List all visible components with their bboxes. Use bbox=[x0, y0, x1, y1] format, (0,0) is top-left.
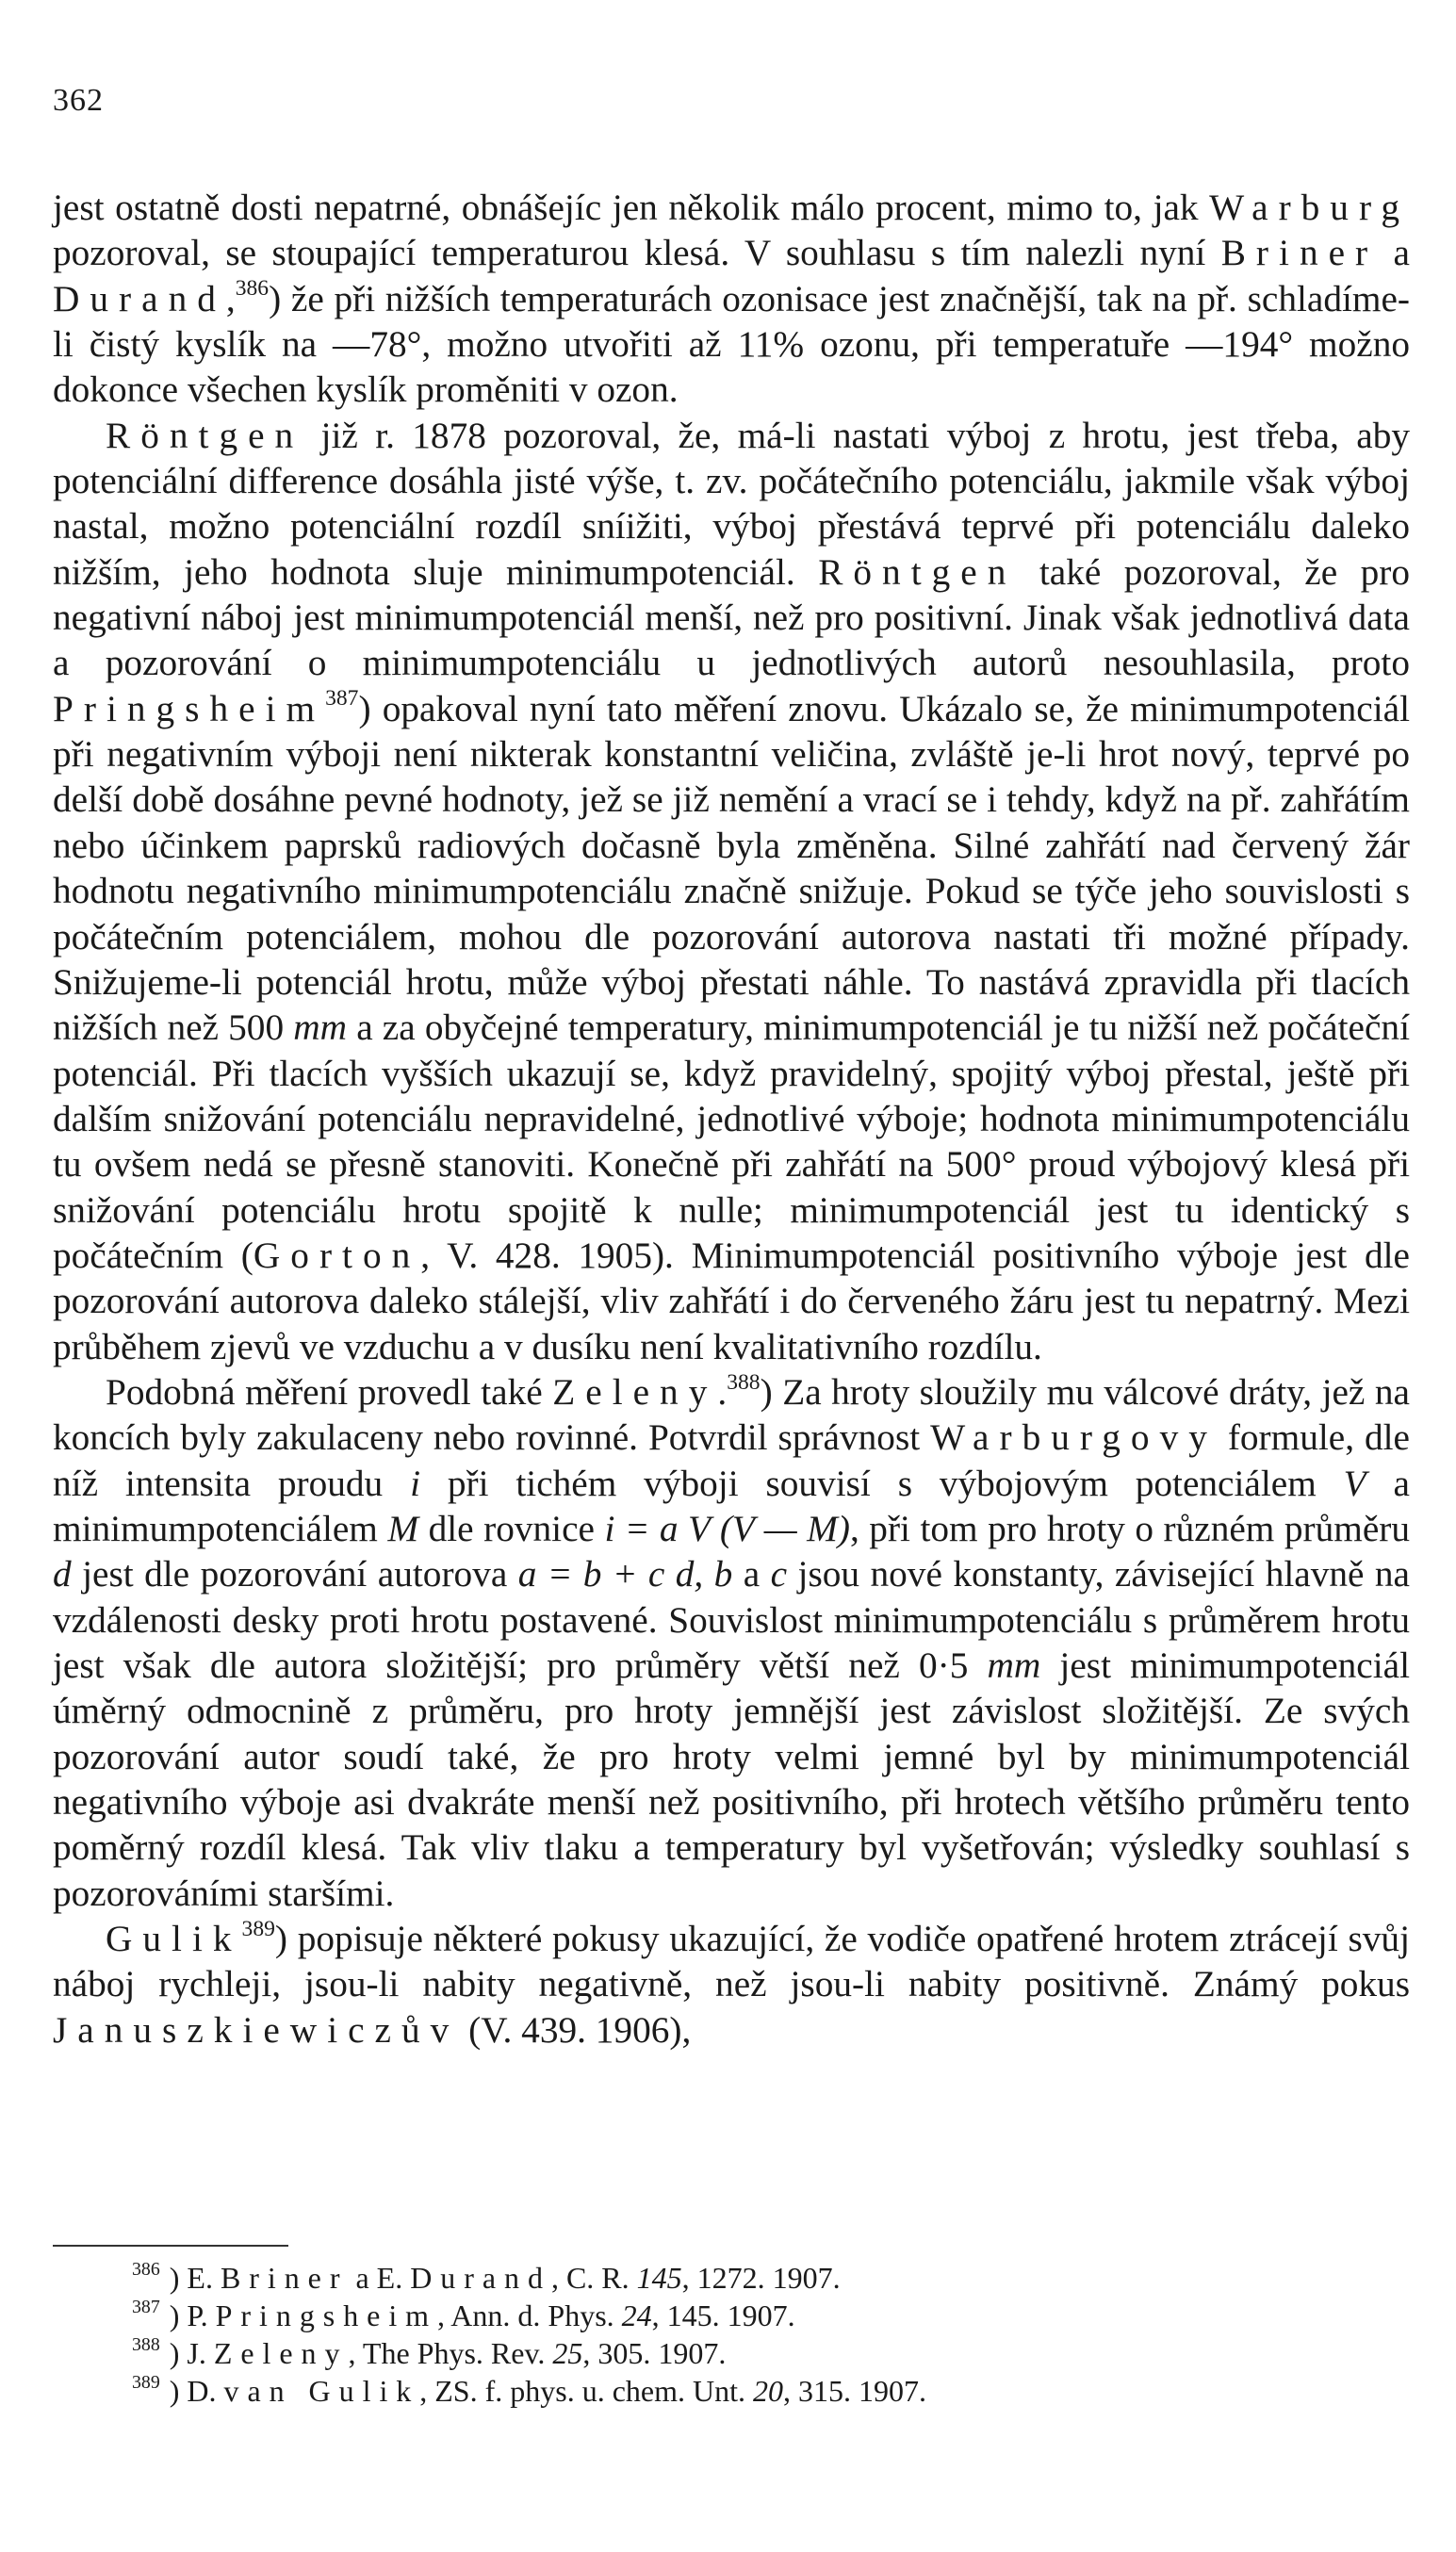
italic-text: 24 bbox=[621, 2298, 652, 2332]
text-run: ) že při nižších temperaturách ozonisace jest značnější, tak na př. schladíme-li čistý kyslík na —78°, možno utvořiti až 11% ozonu, při temperatuře —194° možno dokonce všechen kyslík proměniti v ozon. bbox=[53, 277, 1410, 411]
spaced-name: Warburgovy bbox=[930, 1416, 1218, 1459]
footnote-386 bbox=[132, 2259, 1357, 2297]
text-run: a bbox=[732, 1553, 771, 1595]
text-run: , bbox=[225, 277, 236, 319]
text-run: Podobná měření provedl také bbox=[106, 1370, 553, 1413]
italic-text: i bbox=[410, 1462, 420, 1504]
spaced-name: Warburg bbox=[1209, 187, 1410, 228]
paragraph-p2 bbox=[53, 413, 1410, 1369]
italic-text: M bbox=[387, 1507, 419, 1549]
text-run: , ZS. f. phys. u. chem. Unt. bbox=[419, 2374, 753, 2408]
footnote-ref: 386 bbox=[235, 276, 270, 302]
text-run: D. bbox=[187, 2374, 224, 2408]
footnote-388 bbox=[132, 2334, 1357, 2372]
spaced-name: Durand bbox=[53, 277, 226, 319]
italic-text: 25 bbox=[552, 2336, 583, 2370]
text-run: , V. 428. 1905). Minimumpotenciál positivního výboje jest dle pozorování autorova daleko stálejší, vliv zahřátí i do červeného žáru jest tu nepatrný. Mezi průběhem zjevů ve vzduchu a v dusíku není kvalitativního rozdílu. bbox=[53, 1234, 1410, 1367]
page-number: 362 bbox=[53, 83, 104, 118]
text-run: , C. R. bbox=[550, 2261, 637, 2295]
italic-text: 145 bbox=[636, 2261, 682, 2295]
text-run: ) Za hroty sloužily mu válcové dráty, jež na koncích byly zakulaceny nebo rovinné. Potvrdil správnost bbox=[53, 1370, 1410, 1459]
text-run: , 145. 1907. bbox=[651, 2298, 795, 2332]
italic-text: i = a V (V — M) bbox=[604, 1507, 850, 1549]
text-run: a minimumpotenciálem bbox=[53, 1462, 1410, 1549]
footnote-ref: 387 bbox=[325, 686, 359, 712]
text-run: a E. bbox=[348, 2261, 411, 2295]
italic-text: mm bbox=[293, 1006, 348, 1049]
spaced-name: Pringsheim bbox=[53, 687, 326, 729]
footnotes bbox=[132, 2259, 1357, 2410]
spaced-name: Röntgen bbox=[818, 550, 1017, 593]
text-run: , Ann. d. Phys. bbox=[437, 2298, 622, 2332]
footnote-paren: ) bbox=[169, 2374, 188, 2408]
footnote-paren: ) bbox=[169, 2298, 188, 2332]
paragraph-p4 bbox=[53, 1916, 1410, 2053]
text-run: ) popisuje některé pokusy ukazující, že vodiče opatřené hrotem ztrácejí svůj náboj rychleji, jsou-li nabity negativně, než jsou-li nabity positivně. Známý pokus bbox=[53, 1918, 1410, 2005]
text-run: P. bbox=[187, 2298, 216, 2332]
text-run: již r. 1878 pozoroval, že, má-li nastati výboj z hrotu, jest třeba, aby potenciální difference dosáhla jisté výše, t. zv. počátečního potenciálu, jakmile však výboj nastal, možno potenciální rozdíl sníižiti, výboj přestává teprvé při potenciálu daleko nižším, jeho hodnota sluje minimumpotenciál. bbox=[53, 414, 1410, 593]
spaced-name: van Gulik bbox=[223, 2374, 420, 2408]
footnote-ref: 389 bbox=[241, 1916, 275, 1941]
spaced-name: Zeleny bbox=[552, 1370, 718, 1413]
text-run: také pozoroval, že pro negativní náboj jest minimumpotenciál menší, než pro positivní. Jinak však jednotlivá data a pozorování o minimumpotenciálu u jednotlivých autorů nesouhlasila, proto bbox=[53, 550, 1410, 684]
text-run: dle rovnice bbox=[418, 1507, 605, 1549]
text-run: , 1272. 1907. bbox=[681, 2261, 841, 2295]
text-run: jest ostatně dosti nepatrné, obnášejíc jen několik málo procent, mimo to, jak bbox=[53, 187, 1210, 228]
text-run: při tichém výboji souvisí s výbojovým potenciálem bbox=[420, 1462, 1344, 1504]
spaced-name: Briner bbox=[220, 2261, 349, 2295]
italic-text: a = b + c d, b bbox=[517, 1553, 733, 1595]
text-run: pozoroval, se stoupající temperaturou klesá. V souhlasu s tím nalezli nyní bbox=[53, 232, 1221, 274]
footnote-divider bbox=[53, 2245, 288, 2247]
italic-text: mm bbox=[987, 1644, 1041, 1686]
footnote-paren: ) bbox=[169, 2261, 188, 2295]
text-run: jest minimumpotenciál úměrný odmocnině z průměru, pro hroty jemnější jest závislost složitější. Ze svých pozorování autor soudí také, že pro hroty velmi jemné byl by minimumpotenciál negativního výboje asi dvakráte menší než positivního, při hrotech většího průměru tento poměrný rozdíl klesá. Tak vliv tlaku a temperatury byl vyšetřován; výsledky souhlasí s pozorováními staršími. bbox=[53, 1644, 1410, 1914]
footnote-number: 389 bbox=[132, 2372, 160, 2394]
text-run: ) opakoval nyní tato měření znovu. Ukázalo se, že minimumpotenciál při negativním výboji není nikterak konstantní veličina, zvláště je-li hrot nový, teprvé po delší době dosáhne pevné hodnoty, jež se již nemění a vrací se i tehdy, když na př. zahřátím nebo účinkem paprsků radiových dočasně byla změněna. Silné zahřátí nad červený žár hodnotu negativního minimumpotenciálu značně snižuje. Pokud se týče jeho souvislosti s počátečním potenciálem, mohou dle pozorování autorova nastati tři možné případy. Snižujeme-li potenciál hrotu, může výboj přestati náhle. To nastává zpravidla při tlacích nižších než 500 bbox=[53, 687, 1410, 1049]
spaced-name: Röntgen bbox=[106, 414, 304, 456]
text-run: . bbox=[717, 1370, 728, 1413]
spaced-name: Gorton bbox=[253, 1234, 421, 1276]
text-run: J. bbox=[187, 2336, 214, 2370]
text-run: a bbox=[1378, 232, 1410, 274]
spaced-name: Zeleny bbox=[213, 2336, 349, 2370]
spaced-name: Januszkiewiczův bbox=[53, 2008, 460, 2051]
italic-text: V bbox=[1343, 1462, 1366, 1504]
spaced-name: Briner bbox=[1220, 232, 1379, 274]
text-run: jsou nové konstanty, závisející hlavně na vzdálenosti desky proti hrotu postavené. Souvislost minimumpotenciálu s průměrem hrotu jest však dle autora složitější; pro průměry větší než 0·5 bbox=[53, 1553, 1410, 1686]
text-run: E. bbox=[187, 2261, 221, 2295]
text-run: , 305. 1907. bbox=[582, 2336, 727, 2370]
text-run: , 315. 1907. bbox=[783, 2374, 926, 2408]
spaced-name: Pringsheim bbox=[215, 2298, 438, 2332]
footnote-number: 386 bbox=[132, 2259, 160, 2281]
italic-text: c bbox=[770, 1553, 788, 1595]
footnote-389 bbox=[132, 2372, 1357, 2410]
italic-text: 20 bbox=[753, 2374, 783, 2408]
body-text bbox=[53, 185, 1410, 2053]
spaced-name: Durand bbox=[410, 2261, 551, 2295]
italic-text: d bbox=[53, 1553, 72, 1595]
footnote-387 bbox=[132, 2297, 1357, 2334]
footnote-paren: ) bbox=[169, 2336, 188, 2370]
spaced-name: Gulik bbox=[106, 1918, 242, 1960]
text-run: a za obyčejné temperatury, minimumpotenciál je tu nižší než počáteční potenciál. Při tlacích vyšších ukazují se, když pravidelný, spojitý výboj přestal, ještě při dalším snižování potenciálu nepravidelné, jednotlivé výboje; hodnota minimumpotenciálu tu ovšem nedá se přesně stanoviti. Konečně při zahřátí na 500° proud výbojový klesá při snižování potenciálu hrotu spojitě k nulle; minimumpotenciál jest tu identický s počátečním ( bbox=[53, 1006, 1410, 1276]
text-run: formule, dle níž intensita proudu bbox=[53, 1416, 1410, 1504]
text-run: (V. 439. 1906), bbox=[459, 2008, 692, 2051]
footnote-ref: 388 bbox=[727, 1369, 761, 1395]
footnote-number: 387 bbox=[132, 2297, 160, 2318]
paragraph-p3 bbox=[53, 1369, 1410, 1916]
paragraph-p1 bbox=[53, 185, 1410, 413]
footnote-number: 388 bbox=[132, 2334, 160, 2356]
text-run: , The Phys. Rev. bbox=[348, 2336, 553, 2370]
text-run: jest dle pozorování autorova bbox=[71, 1553, 518, 1595]
text-run: , při tom pro hroty o různém průměru bbox=[849, 1507, 1410, 1549]
